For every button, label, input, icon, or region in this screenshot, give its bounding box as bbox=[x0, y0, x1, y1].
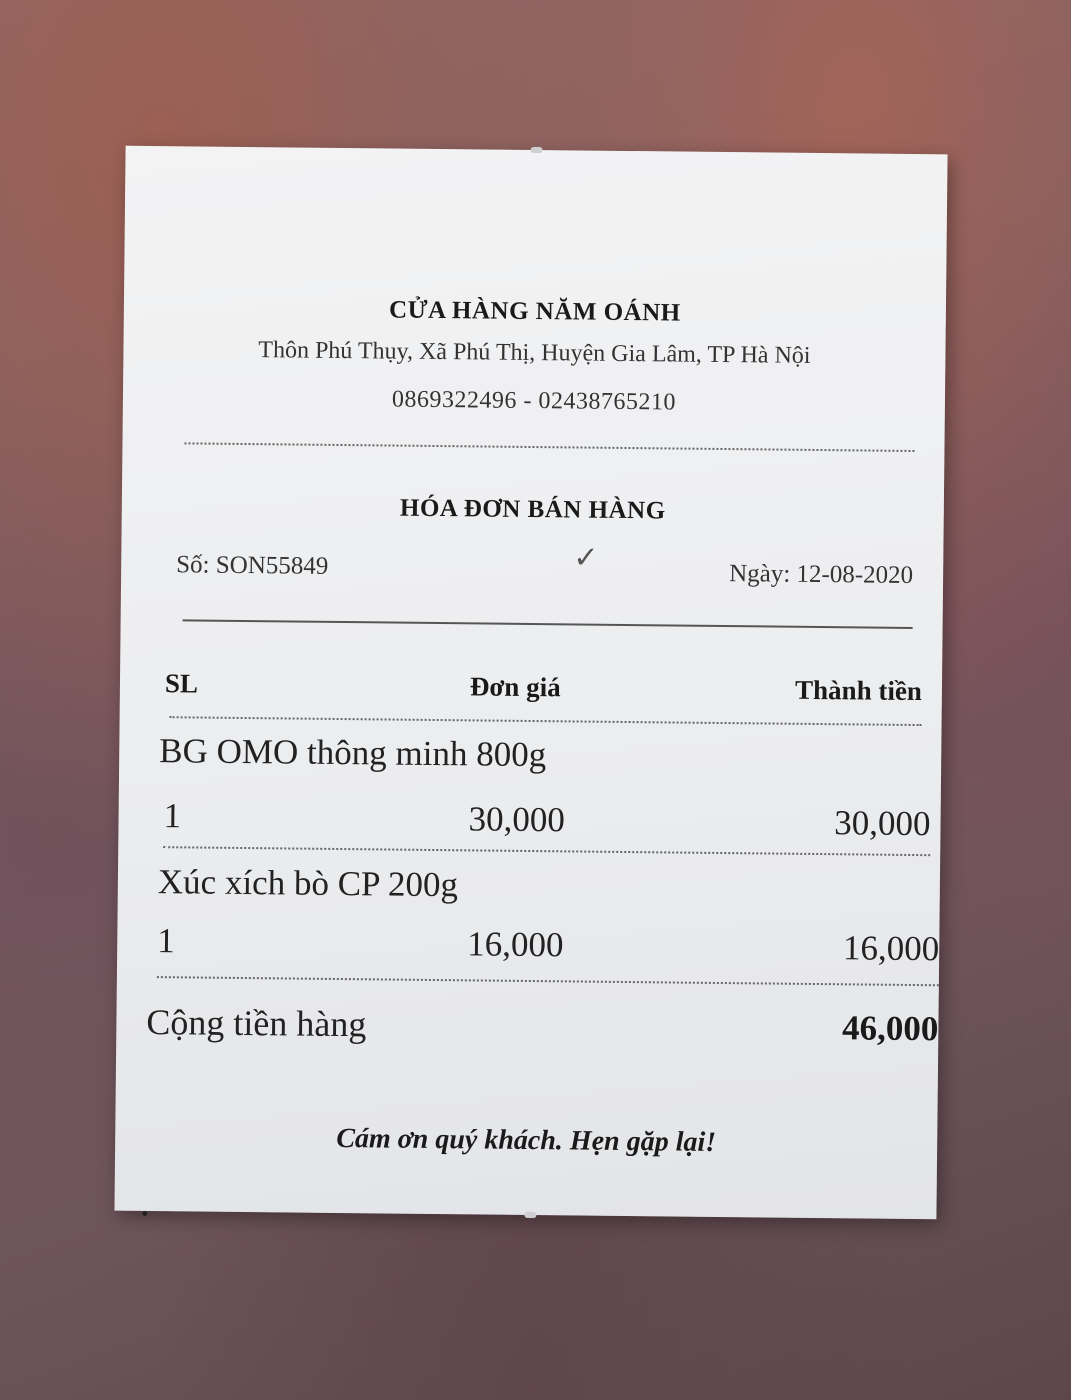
paper-notch bbox=[531, 147, 543, 153]
invoice-title: HÓA ĐƠN BÁN HÀNG bbox=[399, 494, 666, 525]
divider bbox=[170, 716, 922, 726]
thank-you-message: Cám ơn quý khách. Hẹn gặp lại! bbox=[336, 1122, 717, 1158]
store-phone: 0869322496 - 02438765210 bbox=[391, 386, 677, 416]
store-name: CỬA HÀNG NĂM OÁNH bbox=[388, 296, 681, 327]
item-amount: 16,000 bbox=[842, 928, 940, 969]
divider bbox=[183, 619, 913, 629]
invoice-date: Ngày: 12-08-2020 bbox=[729, 560, 914, 589]
ink-dot bbox=[142, 1211, 147, 1216]
item-amount: 30,000 bbox=[834, 803, 931, 844]
invoice-number: Số: SON55849 bbox=[176, 551, 329, 580]
divider bbox=[163, 846, 930, 856]
column-header-unit-price: Đơn giá bbox=[469, 671, 561, 703]
store-address: Thôn Phú Thụy, Xã Phú Thị, Huyện Gia Lâm, TP Hà Nội bbox=[258, 337, 811, 369]
item-unit-price: 16,000 bbox=[467, 924, 564, 965]
item-unit-price: 30,000 bbox=[468, 799, 566, 840]
paper-notch bbox=[524, 1212, 536, 1218]
total-value: 46,000 bbox=[841, 1008, 939, 1049]
receipt-paper bbox=[114, 146, 947, 1220]
item-name: Xúc xích bò CP 200g bbox=[157, 862, 459, 905]
divider bbox=[157, 976, 939, 986]
divider bbox=[184, 442, 914, 452]
pen-check-mark: ✓ bbox=[573, 541, 599, 575]
column-header-amount: Thành tiền bbox=[794, 674, 923, 707]
total-label: Cộng tiền hàng bbox=[146, 1001, 367, 1045]
item-qty: 1 bbox=[157, 921, 175, 961]
item-name: BG OMO thông minh 800g bbox=[159, 731, 547, 775]
item-qty: 1 bbox=[163, 796, 182, 836]
column-header-qty: SL bbox=[164, 668, 199, 699]
